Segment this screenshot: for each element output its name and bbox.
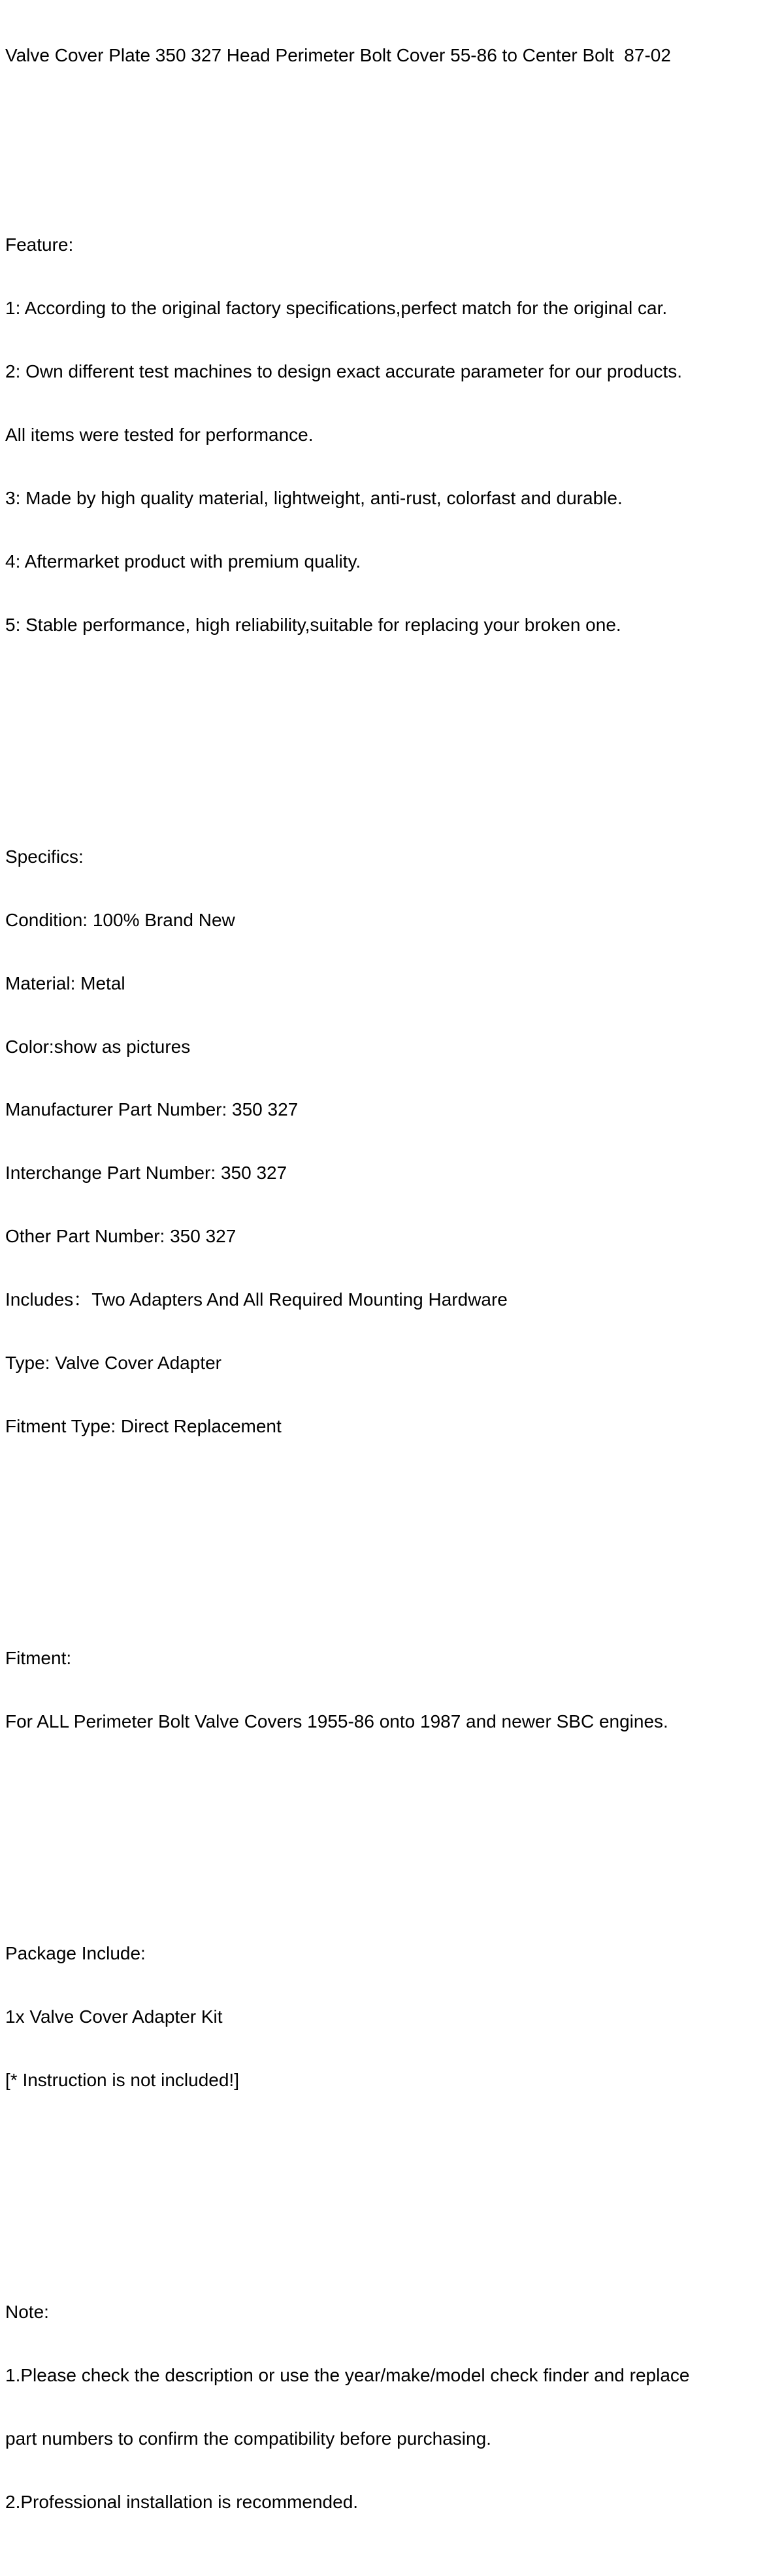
package-line: [* Instruction is not included!] [5,2070,239,2091]
specifics-line: Color:show as pictures [5,1036,191,1057]
specifics-line: Includes：Two Adapters And All Required Mounting Hardware [5,1289,508,1310]
specifics-line: Material: Metal [5,973,125,993]
specifics-line: Condition: 100% Brand New [5,909,235,930]
feature-line: 2: Own different test machines to design exact accurate parameter for our products. [5,361,683,382]
note-heading: Note: [5,2302,49,2323]
package-section [5,1901,780,2133]
specifics-line: Type: Valve Cover Adapter [5,1353,221,1373]
feature-line: 1: According to the original factory specifications,perfect match for the original car. [5,298,668,319]
package-line: 1x Valve Cover Adapter Kit [5,2006,223,2027]
specifics-line: Fitment Type: Direct Replacement [5,1415,282,1436]
feature-line: All items were tested for performance. [5,424,314,445]
spacer [5,108,780,129]
feature-section [5,193,780,678]
specifics-line: Interchange Part Number: 350 327 [5,1163,287,1183]
product-description [5,3,780,2576]
specifics-section [5,804,780,1479]
feature-heading: Feature: [5,234,74,255]
package-heading: Package Include: [5,1943,146,1964]
spacer [5,720,780,741]
feature-line: 3: Made by high quality material, lightweight, anti-rust, colorfast and durable. [5,487,623,508]
specifics-heading: Specifics: [5,846,84,867]
note-section [5,2260,780,2555]
specifics-line: Other Part Number: 350 327 [5,1226,237,1247]
note-line: part numbers to confirm the compatibility before purchasing. [5,2428,491,2449]
spacer [5,2176,780,2197]
spacer [5,1817,780,1838]
specifics-line: Manufacturer Part Number: 350 327 [5,1099,299,1120]
fitment-section [5,1606,780,1775]
fitment-line: For ALL Perimeter Bolt Valve Covers 1955-86 onto 1987 and newer SBC engines. [5,1711,668,1732]
note-line: 2.Professional installation is recommended. [5,2492,359,2513]
feature-line: 4: Aftermarket product with premium quality. [5,551,361,572]
page-title: Valve Cover Plate 350 327 Head Perimeter Bolt Cover 55-86 to Center Bolt 87-02 [5,44,671,65]
feature-line: 5: Stable performance, high reliability,suitable for replacing your broken one. [5,614,621,635]
spacer [5,1521,780,1542]
fitment-heading: Fitment: [5,1648,72,1669]
note-line: 1.Please check the description or use the year/make/model check finder and replace [5,2365,690,2386]
